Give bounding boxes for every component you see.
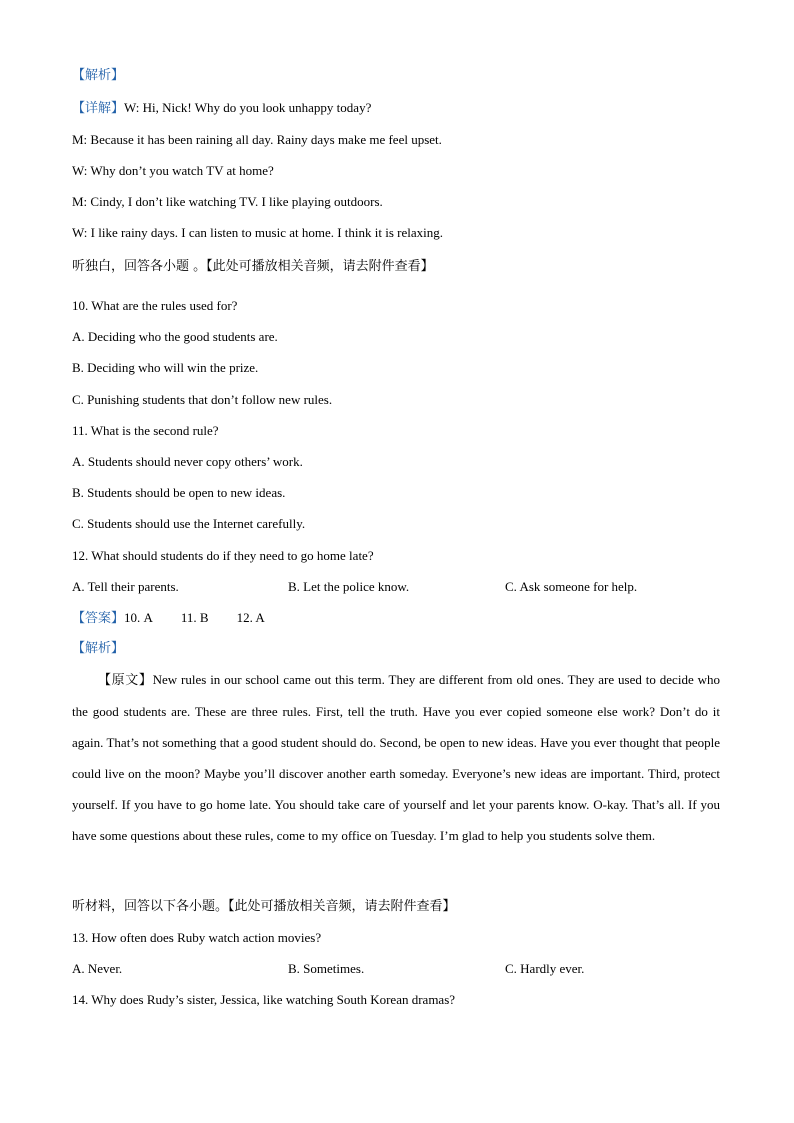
- q10-option-b: B. Deciding who will win the prize.: [72, 360, 259, 375]
- dialogue-text-1: W: Hi, Nick! Why do you look unhappy today?: [124, 100, 372, 115]
- q13-option-c: C. Hardly ever.: [505, 961, 585, 976]
- question-13: 13. How often does Ruby watch action movies?: [72, 930, 322, 945]
- original-text-label: 【原文】: [98, 673, 153, 688]
- dialogue-line-1: [72, 99, 371, 118]
- answer-label: 【答案】: [72, 611, 125, 626]
- answer-10: 10. A: [124, 610, 153, 625]
- q12-option-b: B. Let the police know.: [288, 579, 410, 594]
- analysis-label-2: 【解析】: [72, 641, 125, 656]
- q12-option-c: C. Ask someone for help.: [505, 579, 638, 594]
- dialogue-line-4: M: Cindy, I don’t like watching TV. I like playing outdoors.: [72, 194, 383, 209]
- q11-option-a: A. Students should never copy others’ work.: [72, 454, 303, 469]
- analysis-label: 【解析】: [72, 68, 125, 83]
- q11-option-c: C. Students should use the Internet carefully.: [72, 516, 306, 531]
- answer-line: [72, 609, 265, 628]
- detail-label: 【详解】: [72, 101, 125, 116]
- dialogue-line-3: W: Why don’t you watch TV at home?: [72, 163, 274, 178]
- section-heading-material: 听材料，回答以下各小题。【此处可播放相关音频，请去附件查看】: [72, 899, 456, 914]
- question-14: 14. Why does Rudy’s sister, Jessica, like watching South Korean dramas?: [72, 992, 456, 1007]
- original-text-body: New rules in our school came out this term. They are different from old ones. They are used to decide who the good students are. These are three rules. First, tell the truth. Have you ever copied someone else work? Don’t do it again. That’s not something that a good student should do. Second, be open to new ideas. Have you ever thought that people could live on the moon? Maybe you’ll discover another earth someday. Everyone’s new ideas are important. Third, protect yourself. If you have to go home late. You should take care of yourself and let your parents know. O-kay. That’s all. If you have some questions about these rules, come to my office on Tuesday. I’m glad to help you students solve them.: [72, 672, 720, 843]
- section-heading-monologue: 听独白，回答各小题 。【此处可播放相关音频，请去附件查看】: [72, 259, 434, 274]
- original-text-paragraph: [72, 664, 720, 851]
- question-12: 12. What should students do if they need to go home late?: [72, 548, 374, 563]
- q12-option-a: A. Tell their parents.: [72, 579, 179, 594]
- q13-option-b: B. Sometimes.: [288, 961, 365, 976]
- answer-11: 11. B: [180, 610, 209, 625]
- q13-option-a: A. Never.: [72, 961, 123, 976]
- q10-option-c: C. Punishing students that don’t follow new rules.: [72, 392, 333, 407]
- question-10: 10. What are the rules used for?: [72, 298, 238, 313]
- dialogue-line-5: W: I like rainy days. I can listen to music at home. I think it is relaxing.: [72, 225, 444, 240]
- dialogue-line-2: M: Because it has been raining all day. Rainy days make me feel upset.: [72, 132, 442, 147]
- q11-option-b: B. Students should be open to new ideas.: [72, 485, 286, 500]
- answer-12: 12. A: [236, 610, 265, 625]
- q10-option-a: A. Deciding who the good students are.: [72, 329, 278, 344]
- question-11: 11. What is the second rule?: [72, 423, 219, 438]
